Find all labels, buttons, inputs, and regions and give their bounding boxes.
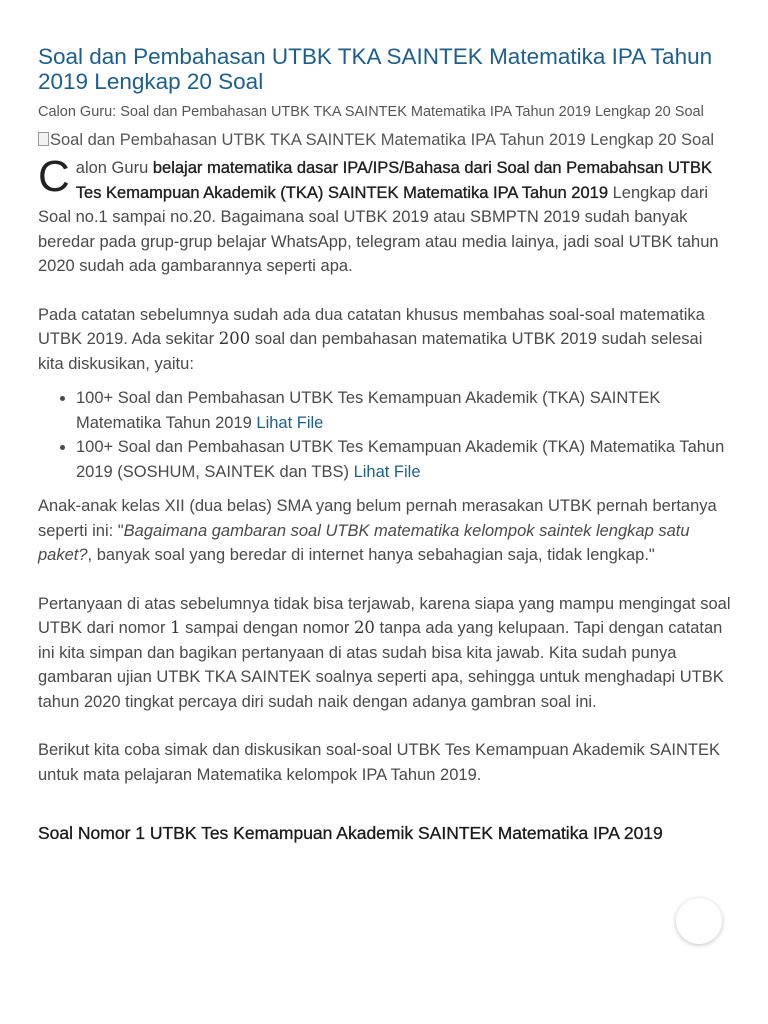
paragraph-3 bbox=[38, 494, 732, 568]
drop-cap: C bbox=[38, 152, 70, 201]
list-item-text: 100+ Soal dan Pembahasan UTBK Tes Kemampuan Akademik (TKA) Matematika Tahun 2019 (SOSHUM, SAINTEK dan TBS) bbox=[76, 438, 725, 481]
list-item bbox=[76, 386, 732, 435]
image-alt-text: Soal dan Pembahasan UTBK TKA SAINTEK Matematika IPA Tahun 2019 Lengkap 20 Soal bbox=[50, 131, 715, 149]
lihat-file-link[interactable]: Lihat File bbox=[256, 413, 324, 432]
paragraph-4 bbox=[38, 592, 732, 715]
intro-rest: Lengkap dari Soal no.1 sampai no.20. Bagaimana soal UTBK 2019 atau SBMPTN 2019 sudah banyak beredar pada grup-grup belajar WhatsApp, telegram atau media lainya, jadi soal UTBK tahun 2020 sudah ada gambarannya seperti apa. bbox=[38, 183, 719, 275]
p4-part3: tanpa ada yang kelupaan. Tapi dengan catatan ini kita simpan dan bagikan pertanyaan di atas sudah bisa kita jawab. Kita sudah punya gambaran ujian UTBK TKA SAINTEK soalnya seperti apa, sehingga untuk menghadapi UTBK tahun 2020 tingkat percaya diri sudah naik dengan adanya gambran soal ini. bbox=[38, 619, 724, 711]
p3-after: , banyak soal yang beredar di internet hanya sebahagian saja, tidak lengkap." bbox=[87, 546, 655, 564]
p2-after: soal dan pembahasan matematika UTBK 2019 sudah selesai kita diskusikan, yaitu: bbox=[38, 330, 703, 373]
intro-bold: belajar matematika dasar IPA/IPS/Bahasa dari Soal dan Pemabahsan UTBK Tes Kemampuan Akademik (TKA) SAINTEK Matematika IPA Tahun 2019 bbox=[75, 159, 713, 202]
p3-before: Anak-anak kelas XII (dua belas) SMA yang belum pernah merasakan UTBK pernah bertanya seperti ini: " bbox=[38, 497, 717, 540]
section-heading: Soal Nomor 1 UTBK Tes Kemampuan Akademik SAINTEK Matematika IPA 2019 bbox=[38, 823, 663, 843]
p3-italic-quote: Bagaimana gambaran soal UTBK matematika kelompok saintek lengkap satu paket? bbox=[38, 521, 690, 564]
p4-part2: sampai dengan nomor bbox=[185, 619, 350, 637]
p4-number-1: 1 bbox=[170, 618, 181, 637]
list-item bbox=[76, 435, 732, 484]
p4-number-20: 20 bbox=[353, 618, 375, 637]
article-subtitle: Calon Guru: Soal dan Pembahasan UTBK TKA SAINTEK Matematika IPA Tahun 2019 Lengkap 20 Soal bbox=[38, 104, 704, 120]
broken-image-icon bbox=[38, 132, 49, 146]
file-list bbox=[38, 386, 732, 484]
p2-number: 200 bbox=[218, 329, 251, 348]
p4-part1: Pertanyaan di atas sebelumnya tidak bisa terjawab, karena siapa yang mampu mengingat soal UTBK dari nomor bbox=[38, 594, 731, 637]
article-title: Soal dan Pembahasan UTBK TKA SAINTEK Matematika IPA Tahun 2019 Lengkap 20 Soal bbox=[38, 44, 713, 94]
paragraph-2 bbox=[38, 303, 732, 377]
broken-image-placeholder bbox=[38, 128, 732, 152]
intro-paragraph bbox=[38, 152, 732, 279]
intro-lead: alon Guru bbox=[75, 159, 149, 177]
article bbox=[38, 44, 732, 845]
p2-before: Pada catatan sebelumnya sudah ada dua catatan khusus membahas soal-soal matematika UTBK 2019. Ada sekitar bbox=[38, 305, 705, 348]
list-item-text: 100+ Soal dan Pembahasan UTBK Tes Kemampuan Akademik (TKA) SAINTEK Matematika Tahun 2019 bbox=[76, 389, 661, 432]
lihat-file-link[interactable]: Lihat File bbox=[353, 462, 421, 481]
floating-action-button[interactable] bbox=[676, 898, 722, 944]
paragraph-5: Berikut kita coba simak dan diskusikan soal-soal UTBK Tes Kemampuan Akademik SAINTEK untuk mata pelajaran Matematika kelompok IPA Tahun 2019. bbox=[38, 741, 720, 784]
